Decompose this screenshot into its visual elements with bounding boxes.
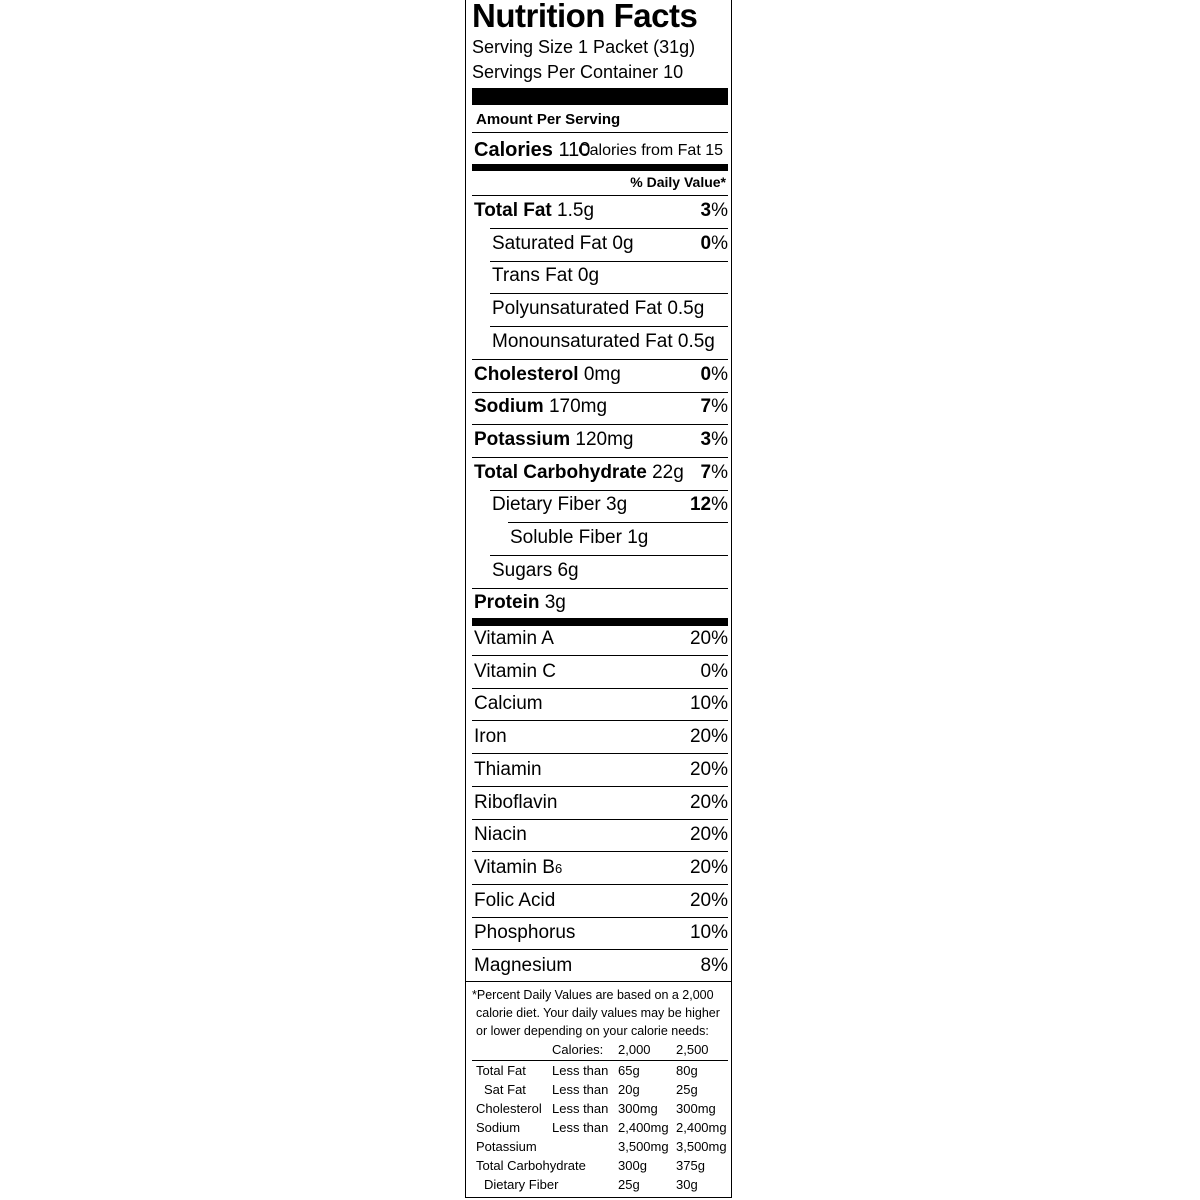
daily-value-sign: % [711, 396, 728, 418]
nutrient-daily-value [701, 462, 728, 484]
nutrient-label [492, 265, 599, 287]
footnote-qualifier: Less than [552, 1120, 609, 1135]
vitamin-row [472, 922, 728, 952]
footnote-value-2500: 3,500mg [676, 1139, 727, 1154]
nutrient-name: Total Fat [474, 200, 552, 221]
nutrient-row-cholesterol [472, 364, 728, 394]
nutrient-amount: 22g [652, 461, 684, 483]
nutrient-daily-value [690, 494, 728, 516]
vitamin-row [472, 792, 728, 822]
vitamin-name-text: Iron [474, 726, 507, 748]
nutrient-name: Monounsaturated Fat 0.5g [492, 330, 715, 352]
nutrient-daily-value [701, 233, 728, 255]
divider [472, 424, 728, 425]
thick-divider-top [472, 88, 728, 105]
daily-value-sign: % [711, 494, 728, 516]
vitamin-daily-value: 20% [689, 628, 728, 649]
vitamin-daily-value: 20% [689, 889, 728, 911]
divider [472, 753, 728, 754]
calories-label: Calories [474, 139, 553, 161]
daily-value-number: 7 [700, 461, 712, 483]
vitamin-name [474, 792, 557, 814]
nutrient-label [492, 331, 715, 353]
divider [490, 261, 728, 262]
nutrient-label [510, 527, 648, 549]
divider [472, 819, 728, 820]
nutrient-row-soluble-fiber [472, 527, 728, 557]
medium-divider [472, 164, 728, 171]
nutrition-facts-label [465, 0, 732, 1198]
servings-per-container: Servings Per Container 10 [472, 62, 684, 82]
divider [472, 132, 728, 133]
nutrient-label [492, 494, 627, 516]
footnote-value-2500: 30g [676, 1177, 698, 1192]
nutrient-label [474, 396, 607, 418]
nutrient-row-sugars [472, 560, 728, 590]
nutrient-label [474, 592, 566, 614]
footnote-qualifier: Less than [552, 1063, 609, 1078]
footnote-value-2500: 2,400mg [676, 1120, 727, 1135]
nutrient-name: Total Carbohydrate [474, 461, 647, 483]
footnote-value-2000: 3,500mg [618, 1139, 669, 1154]
footnote-calories-label: Calories: [552, 1042, 604, 1057]
divider [490, 326, 728, 327]
vitamin-name-text: Vitamin C [474, 660, 557, 682]
footnote-line: or lower depending on your calorie needs: [476, 1024, 709, 1038]
nutrient-amount: 120mg [575, 428, 634, 450]
divider [472, 359, 728, 360]
nutrient-row-trans-fat [472, 265, 728, 295]
nutrient-row-total-carbohydrate [472, 462, 728, 492]
daily-value-sign: % [711, 200, 728, 221]
footnote-value-2000: 300g [618, 1158, 647, 1173]
footnote-nutrient: Potassium [476, 1139, 537, 1154]
footnote-nutrient: Dietary Fiber [484, 1177, 559, 1192]
nutrient-daily-value [701, 429, 728, 451]
nutrient-name: Saturated Fat 0g [492, 232, 634, 254]
nutrient-label [474, 462, 684, 484]
nutrient-label [474, 429, 633, 451]
amount-per-serving: Amount Per Serving [476, 111, 621, 128]
thick-divider-vitamins [472, 618, 728, 626]
label-title: Nutrition Facts [472, 0, 698, 34]
nutrient-row-dietary-fiber [472, 494, 728, 524]
nutrient-name: Sodium [474, 396, 544, 418]
divider [472, 392, 728, 393]
vitamin-daily-value: 0% [700, 660, 728, 682]
nutrient-row-polyunsaturated-fat [472, 298, 728, 328]
vitamin-name-text: Folic Acid [474, 889, 556, 911]
footnote-calories-2500: 2,500 [676, 1042, 709, 1057]
footnote-nutrient: Cholesterol [476, 1101, 542, 1116]
nutrient-name: Sugars 6g [492, 559, 579, 581]
footnote-nutrient: Sodium [476, 1120, 521, 1135]
daily-value-header: % Daily Value* [630, 174, 726, 190]
vitamin-name [474, 759, 542, 781]
vitamin-daily-value: 8% [700, 955, 728, 976]
daily-value-number: 0 [700, 363, 712, 385]
calories-value: 110 [558, 139, 591, 161]
vitamin-name [474, 824, 527, 846]
divider [490, 490, 728, 491]
divider [490, 293, 728, 294]
nutrient-label [492, 298, 704, 320]
footnote-value-2000: 300mg [618, 1101, 658, 1116]
footnote-value-2000: 65g [618, 1063, 640, 1078]
footnote-value-2500: 300mg [676, 1101, 716, 1116]
vitamin-row [472, 726, 728, 756]
nutrient-label [492, 233, 634, 255]
divider [472, 851, 728, 852]
calories-line [474, 139, 590, 162]
calories-from-fat: Calories from Fat 15 [578, 142, 723, 159]
footnote-table-divider [472, 1060, 728, 1061]
vitamin-row [472, 759, 728, 789]
nutrient-name: Protein [474, 592, 540, 614]
nutrient-name: Dietary Fiber 3g [492, 494, 628, 516]
vitamin-name [474, 661, 556, 683]
divider [472, 457, 728, 458]
nutrient-row-sodium [472, 396, 728, 426]
nutrient-name: Polyunsaturated Fat 0.5g [492, 298, 705, 320]
vitamin-name [474, 922, 575, 944]
vitamin-name-text: Thiamin [474, 758, 542, 780]
vitamin-daily-value: 20% [689, 824, 728, 846]
divider [472, 720, 728, 721]
nutrient-amount: 1.5g [557, 200, 595, 221]
daily-value-number: 3 [700, 200, 712, 221]
nutrient-amount: 0mg [583, 363, 621, 385]
nutrient-row-potassium [472, 429, 728, 459]
vitamin-name [474, 857, 562, 879]
vitamin-daily-value: 20% [689, 856, 728, 878]
footnote-value-2000: 20g [618, 1082, 640, 1097]
divider [472, 588, 728, 589]
footnote-qualifier: Less than [552, 1101, 609, 1116]
nutrient-daily-value [701, 364, 728, 386]
footnote-value-2000: 25g [618, 1177, 640, 1192]
vitamin-name-text: Niacin [474, 824, 527, 846]
nutrient-label [492, 560, 579, 582]
vitamin-subscript: 6 [554, 860, 563, 876]
footnote-nutrient: Total Carbohydrate [476, 1158, 586, 1173]
vitamin-row [472, 890, 728, 920]
daily-value-number: 7 [700, 396, 712, 418]
nutrient-row-saturated-fat [472, 233, 728, 263]
nutrient-name: Potassium [474, 428, 571, 450]
vitamin-daily-value: 20% [689, 726, 728, 748]
daily-value-sign: % [711, 232, 728, 254]
divider [472, 688, 728, 689]
nutrient-daily-value [701, 396, 728, 418]
vitamin-row [472, 824, 728, 854]
vitamin-name [474, 628, 554, 650]
footnote-qualifier: Less than [552, 1082, 609, 1097]
nutrient-name: Soluble Fiber 1g [510, 527, 649, 548]
footnote-divider [466, 981, 731, 982]
vitamin-name [474, 726, 507, 748]
divider [472, 949, 728, 950]
vitamin-row [472, 857, 728, 887]
daily-value-sign: % [711, 363, 728, 385]
divider [472, 917, 728, 918]
vitamin-daily-value: 10% [689, 922, 728, 944]
divider [508, 522, 728, 523]
nutrient-label [474, 364, 621, 386]
daily-value-number: 3 [700, 428, 712, 450]
daily-value-sign: % [711, 428, 728, 450]
footnote-nutrient: Sat Fat [484, 1082, 526, 1097]
divider [490, 555, 728, 556]
divider [472, 655, 728, 656]
daily-value-sign: % [711, 461, 728, 483]
footnote-value-2500: 80g [676, 1063, 698, 1078]
nutrient-name: Trans Fat 0g [492, 265, 600, 287]
vitamin-daily-value: 10% [689, 693, 728, 715]
nutrient-label [474, 200, 594, 222]
vitamin-name [474, 890, 555, 912]
footnote-line: calorie diet. Your daily values may be higher [476, 1006, 720, 1020]
nutrient-row-monounsaturated-fat [472, 331, 728, 361]
footnote-nutrient: Total Fat [476, 1063, 526, 1078]
footnote-value-2500: 25g [676, 1082, 698, 1097]
daily-value-number: 0 [700, 232, 712, 254]
vitamin-daily-value: 20% [689, 791, 728, 813]
nutrient-row-total-fat [472, 200, 728, 230]
divider [490, 228, 728, 229]
divider [472, 884, 728, 885]
footnote-line: *Percent Daily Values are based on a 2,000 [472, 988, 714, 1002]
daily-value-number: 12 [689, 494, 712, 516]
footnote-calories-2000: 2,000 [618, 1042, 651, 1057]
serving-size: Serving Size 1 Packet (31g) [472, 37, 696, 57]
divider [472, 786, 728, 787]
vitamin-name [474, 955, 572, 977]
divider [472, 195, 728, 196]
vitamin-daily-value: 20% [689, 758, 728, 780]
vitamin-row [472, 628, 728, 658]
nutrient-name: Cholesterol [474, 363, 579, 385]
vitamin-name-text: Magnesium [474, 955, 573, 976]
nutrient-amount: 3g [544, 592, 566, 614]
nutrient-daily-value [701, 200, 728, 222]
vitamin-name-text: Vitamin A [474, 628, 554, 649]
footnote-value-2000: 2,400mg [618, 1120, 669, 1135]
footnote-value-2500: 375g [676, 1158, 705, 1173]
vitamin-name-text: Riboflavin [474, 791, 558, 813]
nutrient-amount: 170mg [548, 396, 608, 418]
vitamin-name [474, 693, 543, 715]
vitamin-name-text: Vitamin B [474, 856, 555, 878]
vitamin-name-text: Phosphorus [474, 922, 576, 944]
vitamin-row [472, 661, 728, 691]
vitamin-name-text: Calcium [474, 693, 543, 715]
vitamin-row [472, 693, 728, 723]
